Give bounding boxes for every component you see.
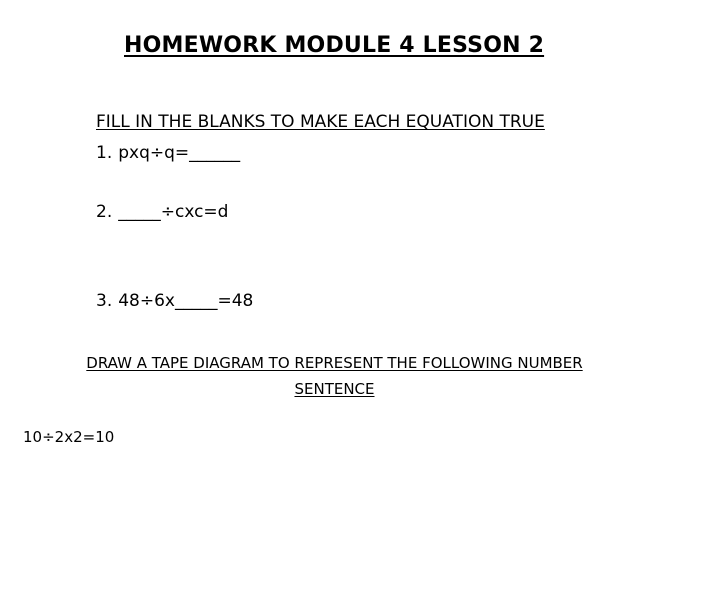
equation-text: _____÷cxc=d <box>118 202 229 222</box>
tape-diagram-heading <box>64 350 605 402</box>
item-number: 1. <box>96 143 113 163</box>
equation-text: pxq÷q=______ <box>118 143 241 163</box>
equation-item-3 <box>96 291 253 311</box>
equation-item-2 <box>96 202 228 222</box>
equation-text: 48÷6x_____=48 <box>118 291 254 311</box>
equation-item-1 <box>96 143 240 163</box>
fill-in-blanks-heading: FILL IN THE BLANKS TO MAKE EACH EQUATION TRUE <box>96 112 545 132</box>
tape-diagram-heading-line-1: DRAW A TAPE DIAGRAM TO REPRESENT THE FOLLOWING NUMBER <box>86 354 583 372</box>
item-number: 2. <box>96 202 113 222</box>
page-title: HOMEWORK MODULE 4 LESSON 2 <box>124 33 545 58</box>
item-number: 3. <box>96 291 113 311</box>
tape-diagram-heading-line-2: SENTENCE <box>294 380 375 398</box>
number-sentence: 10÷2x2=10 <box>23 428 115 446</box>
